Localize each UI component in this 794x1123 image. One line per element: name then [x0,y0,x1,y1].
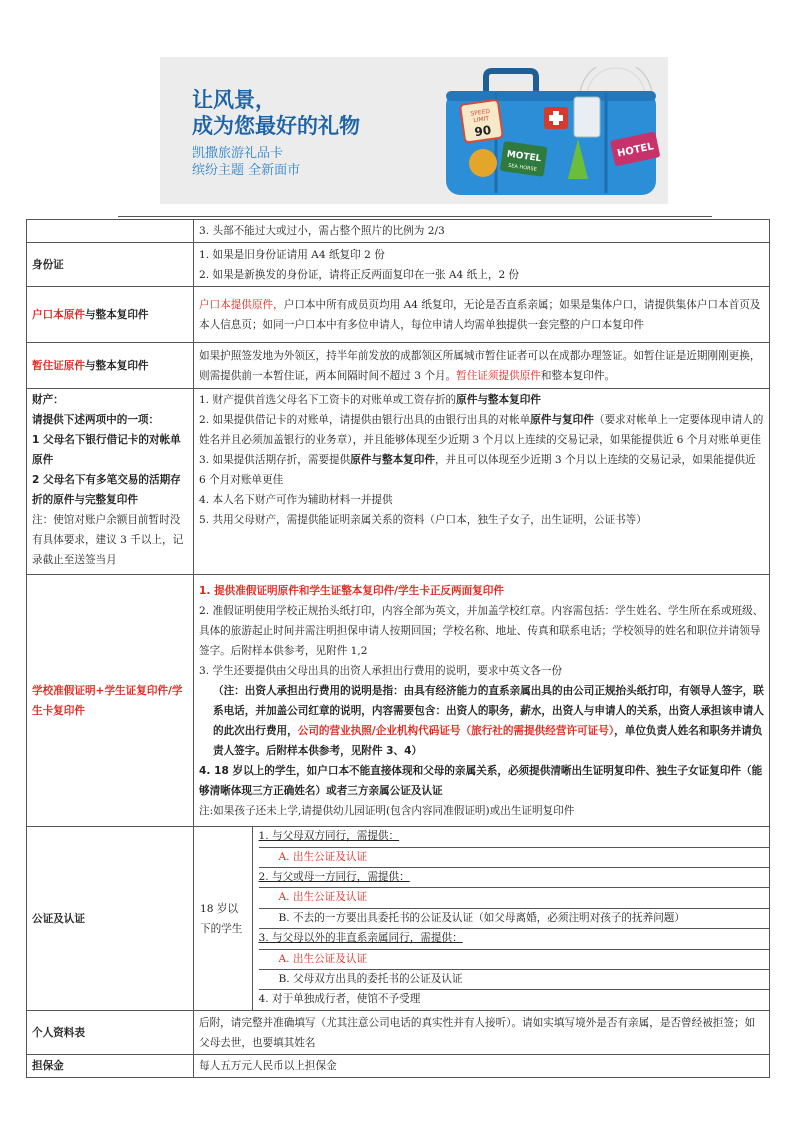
property-content: 1. 财产提供首选父母名下工资卡的对账单或工资存折的原件与整本复印件 2. 如果提供借记卡的对账单，请提供由银行出具的由银行出具的对帐单原件与复印件（要求对帐单上一定要体现申请人的姓名并且必须加盖银行的业务章），并且能够体现至少近期 3 个月以上连续的交易记录，如果能提供近 6 个月对账单更佳 3. 如果提供活期存折，需要提供原件与整本复印件，并且可以体现至少近期 3 个月以上连续的交易记录，如果能提供近 6 个月对账单更佳 4. 本人名下财产可作为辅助材料一并提供 5. 共用父母财产，需提供能证明亲属关系的资料（户口本，独生子女子，出生证明，公证书等） [194,389,770,575]
profile-content: 后附，请完整并准确填写（尤其注意公司电话的真实性并有人接听）。请如实填写境外是否有亲属，是否曾经被拒签；如父母去世，也要填其姓名 [194,1011,770,1055]
deposit-content: 每人五万元人民币以上担保金 [194,1055,770,1078]
id-card-content: 1. 如果是旧身份证请用 A4 纸复印 2 份 2. 如果是新换发的身份证，请将正反两面复印在一张 A4 纸上，2 份 [194,243,770,287]
residence-content: 如果护照签发地为外领区，持半年前发放的成都领区所属城市暂住证者可以在成都办理签证。如暂住证是近期刚刚更换，则需提供前一本暂住证，两本间隔时间不超过 3 个月。暂住证须提供原件和整本复印件。 [194,343,770,389]
residence-label: 暂住证原件与整本复印件 [27,343,194,389]
separator-line [118,216,712,217]
profile-label: 个人资料表 [27,1011,194,1055]
photo-row [27,220,770,243]
notary-row [27,827,770,1011]
speed-limit-sticker [460,100,503,143]
notary-label: 公证及认证 [27,827,194,1011]
property-row [27,389,770,575]
notary-options: 1. 与父母双方同行，需提供： A. 出生公证及认证 2. 与父或母一方同行，需提供： A. 出生公证及认证 B. 不去的一方要出具委托书的公证及认证（如父母离婚，必须注明对孩子的抚养问题） 3. 与父母以外的非直系亲属同行，需提供： A. 出生公证及认证 B. 父母双方出具的委托书的公证及认证 4. 对于单独成行者，使馆不予受理 [252,827,769,1010]
banner-headline: 让风景， 成为您最好的礼物 [192,88,360,138]
notary-content [194,827,770,1011]
banner-subtitle: 凯撒旅游礼品卡 缤纷主题 全新面市 [192,146,301,178]
notary-age-cell: 18 岁以下的学生 [194,827,252,1010]
svg-text:SPEED: SPEED [470,107,491,118]
id-card-row [27,243,770,287]
svg-text:90: 90 [473,122,493,140]
svg-text:HOTEL: HOTEL [616,141,655,160]
hukou-label: 户口本原件与整本复印件 [27,287,194,343]
promo-banner[interactable] [160,57,668,204]
property-label: 财产： 请提供下述两项中的一项： 1 父母名下银行借记卡的对帐单原件 2 父母名下有多笔交易的活期存折的原件与完整复印件 注：使馆对账户余额目前暂时没有具体要求，建议 3 千以上，记录截止至送签当月 [27,389,194,575]
svg-text:MOTEL: MOTEL [506,149,542,165]
suitcase-illustration [438,67,663,197]
svg-text:LIMIT: LIMIT [472,115,490,125]
school-label: 学校准假证明+学生证复印件/学生卡复印件 [27,575,194,827]
svg-text:SEA HORSE: SEA HORSE [507,162,538,173]
hukou-row [27,287,770,343]
photo-label-cell [27,220,194,243]
profile-row [27,1011,770,1055]
round-sticker [469,149,497,177]
motel-sticker [500,141,548,177]
school-row [27,575,770,827]
hukou-content: 户口本提供原件，户口本中所有成员页均用 A4 纸复印，无论是否直系亲属；如果是集体户口，请提供集体户口本首页及本人信息页；如同一户口本中有多位申请人，每位申请人均需单独提供一套完整的户口本复印件 [194,287,770,343]
requirements-table [26,219,770,1078]
deposit-row [27,1055,770,1078]
deposit-label: 担保金 [27,1055,194,1078]
photo-content: 3. 头部不能过大或过小，需占整个照片的比例为 2/3 [194,220,770,243]
school-content: 1. 提供准假证明原件和学生证整本复印件/学生卡正反两面复印件 2. 准假证明使用学校正规抬头纸打印，内容全部为英文，并加盖学校红章。内容需包括：学生姓名、学生所在系或班级、具体的旅游起止时间并需注明担保申请人按期回国；学校名称、地址、传真和联系电话；学校领导的姓名和职位并请领导签字。后附样本供参考，见附件 1,2 3. 学生还要提供由父母出具的出资人承担出行费用的说明，要求中英文各一份 （注：出资人承担出行费用的说明是指：由具有经济能力的直系亲属出具的由公司正规抬头纸打印，有领导人签字，联系电话，并加盖公司红章的说明，内容需要包含：出资人的职务，薪水，出资人与申请人的关系，出资人承担该申请人的此次出行费用，公司的营业执照/企业机构代码证号（旅行社的需提供经营许可证号），单位负责人姓名和职务并请负责人签字。后附样本供参考，见附件 3、4） 4. 18 岁以上的学生，如户口本不能直接体现和父母的亲属关系，必须提供清晰出生证明复印件、独生子女证复印件（能够清晰体现三方正确姓名）或者三方亲属公证及认证 注:如果孩子还未上学,请提供幼儿园证明(包含内容同准假证明)或出生证明复印件 [194,575,770,827]
id-card-label: 身份证 [27,243,194,287]
residence-row [27,343,770,389]
